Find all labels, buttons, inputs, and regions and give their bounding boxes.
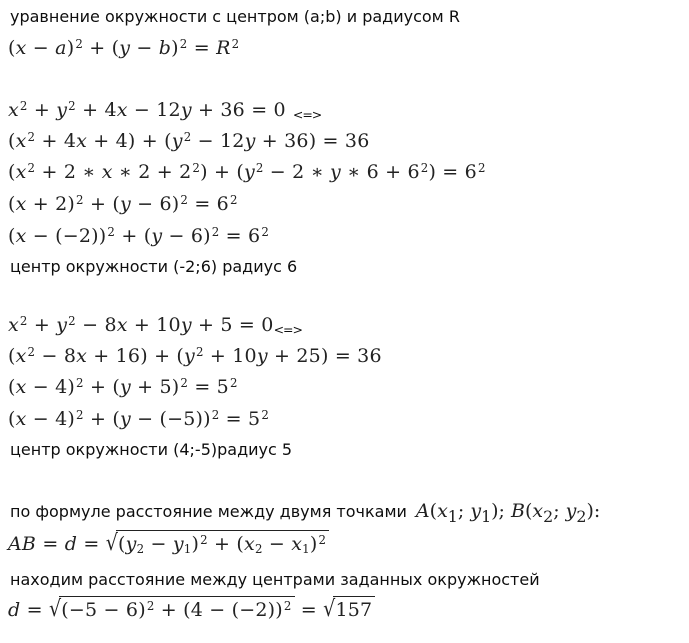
distance-intro-text: по формуле расстояние между двумя точками xyxy=(10,502,407,521)
distance-calculation: $d = √(-5 - 6)^2 + (4 - (-2))^2 = √157$ xyxy=(8,596,375,623)
radicand: $(-5 - 6)^2 + (4 - (-2))^2$ xyxy=(59,596,294,623)
radicand: $(y_2 - y_1)^2 + (x_2 - x_1)^2$ xyxy=(116,530,329,557)
circle1-equation xyxy=(8,98,321,124)
circle2-step-grouping: $(x^2 - 8x + 16) + (y^2 + 10y + 25) = 36$ xyxy=(8,344,382,367)
distance-formula-intro xyxy=(10,501,600,527)
radical-sign-icon: √ xyxy=(323,596,336,622)
page-title: уравнение окружности с центром (a;b) и радиусом R xyxy=(10,7,460,26)
circle2-equation-math: $x^2 + y^2 - 8x + 10y + 5 = 0$ xyxy=(8,313,274,336)
radical-sign-icon: √ xyxy=(48,596,62,622)
circle1-equation-math: $x^2 + y^2 + 4x - 12y + 36 = 0$ xyxy=(8,98,286,121)
square-root xyxy=(105,530,329,556)
points-notation: $A(x_1$; $y_1$); $B(x_2$; $y_2$): xyxy=(415,500,601,526)
radical-sign-icon: √ xyxy=(105,530,118,556)
circle2-result: центр окружности (4;-5)радиус 5 xyxy=(10,440,293,459)
circle1-step-square-form: ($x^2 + 2$ ∗ x ∗ $2 + 2^2) + (y^2 - 2$ ∗ y ∗ $6 + 6^2) = 6^2$ xyxy=(8,160,486,183)
general-circle-formula: $(x - a)^2 + (y - b)^2 = R^2$ xyxy=(8,36,240,59)
circle1-step-grouping: $(x^2 + 4x + 4) + (y^2 - 12y + 36) = 36$ xyxy=(8,129,370,152)
equivalence-arrow: <=> xyxy=(273,322,302,337)
circle1-step-canonical: $(x - (-2))^2 + (y - 6)^2 = 6^2$ xyxy=(8,224,270,247)
distance-formula: AB = $d = √(y_2 - y_1)^2 + (x_2 - x_1)^2$ xyxy=(8,530,329,557)
circle2-step-factored: $(x - 4)^2 + (y + 5)^2 = 5^2$ xyxy=(8,375,238,398)
square-root xyxy=(48,596,295,622)
radicand: 157 xyxy=(333,596,375,623)
circle2-equation xyxy=(8,313,302,339)
square-root xyxy=(323,596,375,622)
circle2-step-canonical: $(x - 4)^2 + (y - (-5))^2 = 5^2$ xyxy=(8,407,270,430)
circle1-result: центр окружности (-2;6) радиус 6 xyxy=(10,257,298,276)
equivalence-arrow: <=> xyxy=(292,107,322,122)
circle1-step-factored: $(x + 2)^2 + (y - 6)^2 = 6^2$ xyxy=(8,192,238,215)
distance-find-text: находим расстояние между центрами заданных окружностей xyxy=(10,570,540,589)
